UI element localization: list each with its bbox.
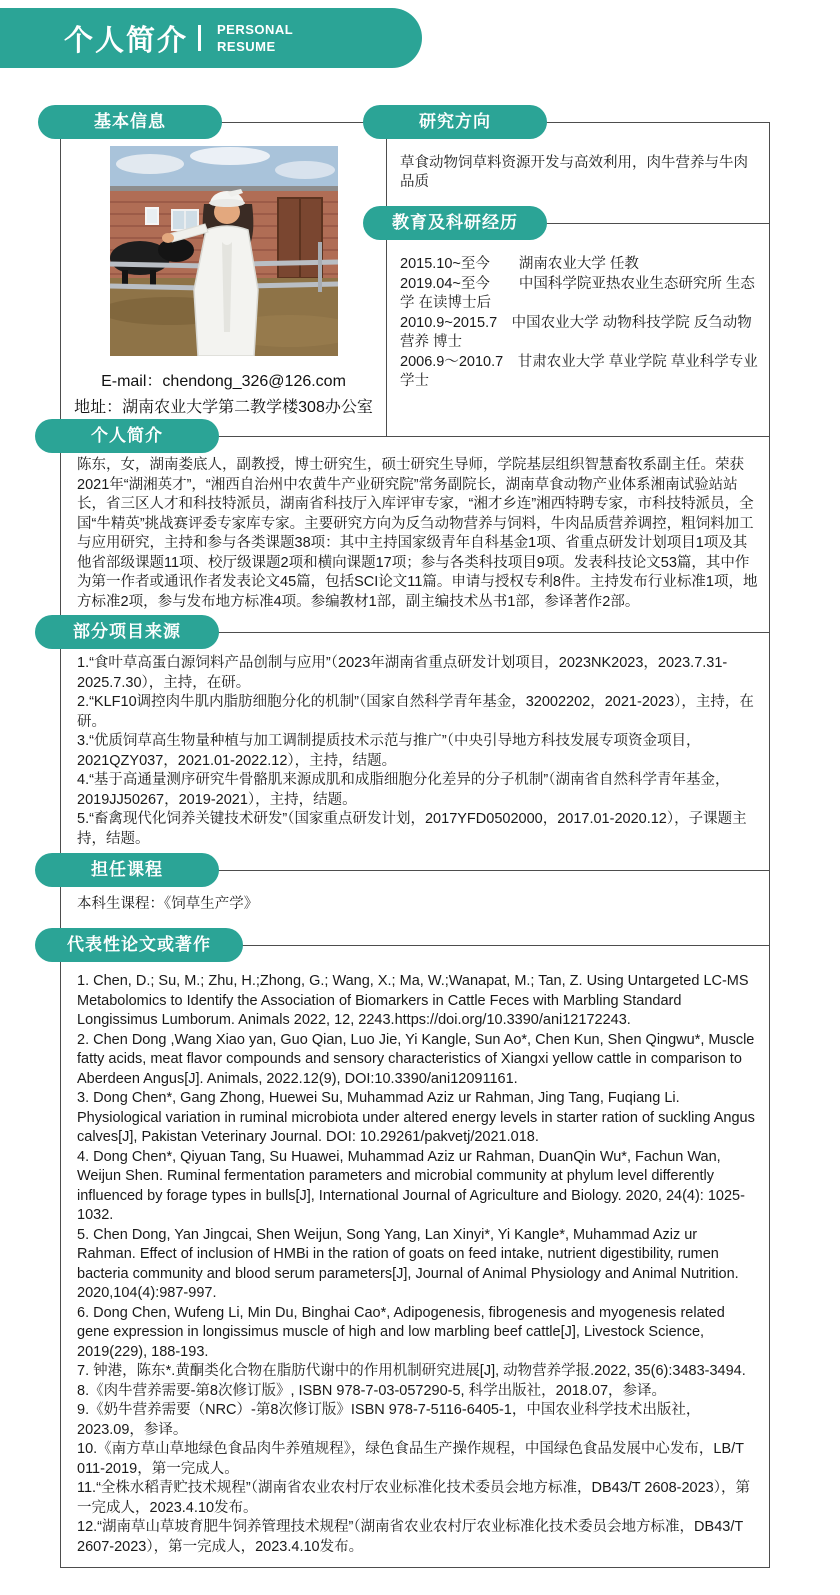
publication-item: 1. Chen, D.; Su, M.; Zhu, H.;Zhong, G.; Wang, X.; Ma, W.;Wanapat, M.; Tan, Z. Using Untargeted LC-MS Metabolomics to Identify the Association of Biomarkers in Cattle Feces with Marbling Standard Longissimus Lumborum. Animals 2022, 12, 2243.https://doi.org/10.3390/ani12172243.	[77, 973, 749, 1028]
publication-item: 8.《肉牛营养需要-第8次修订版》, ISBN 978-7-03-057290-5, 科学出版社，2018.07，参译。	[77, 1382, 667, 1399]
project-item: 2.“KLF10调控肉牛肌内脂肪细胞分化的机制”（国家自然科学青年基金，32002202，2021-2023），主持，在研。	[77, 694, 754, 730]
education-item: 2019.04~至今 中国科学院亚热农业生态研究所 生态学 在读博士后	[400, 275, 755, 311]
section-badge-courses: 担任课程	[35, 853, 219, 887]
page-title: 个人简介	[64, 24, 189, 57]
education-item: 2015.10~至今 湖南农业大学 任教	[400, 256, 639, 272]
publication-item: 4. Dong Chen*, Qiyuan Tang, Su Huawei, Muhammad Aziz ur Rahman, DuanQin Wu*, Fachun Wan, Weijun Shen. Ruminal fermentation parameters and microbial community at phylum level differently influenced by forage types in bulls[J], International Journal of Agriculture and Biology. 2020, 24(4): 1025-1032.	[77, 1148, 745, 1223]
profile-text: 陈东，女，湖南娄底人，副教授，博士研究生，硕士研究生导师，学院基层组织智慧畜牧系副主任。荣获2021年“湖湘英才”，“湘西自治州中农黄牛产业研究院”常务副院长，湖南草食动物产业体系湘南试验站站长，省三区人才和科技特派员，湖南省科技厅入库评审专家，“湘才乡连”湘西特聘专家，市科技特派员，全国“牛精英”挑战赛评委专家库专家。主要研究方向为反刍动物营养与饲料，牛肉品质营养调控，粗饲料加工与应用研究，主持和参与各类课题38项：其中主持国家级青年自科基金1项、省重点研发计划项目1项及其他省部级课题11项、校厅级课题2项和横向课题17项；参与各类科技项目9项。发表科技论文53篇，其中作为第一作者或通讯作者发表论文45篇，包括SCI论文11篇。申请与授权专利8件。主持发布行业标准1项，地方标准2项，参与发布地方标准4项。参编教材1部，副主编技术丛书1部，参译著作2部。	[77, 457, 758, 610]
section-projects	[60, 622, 770, 871]
project-item: 1.“食叶草高蛋白源饲料产品创制与应用”（2023年湖南省重点研发计划项目，2023NK2023，2023.7.31-2025.7.30），主持，在研。	[77, 655, 728, 691]
publication-item: 6. Dong Chen, Wufeng Li, Min Du, Binghai Cao*, Adipogenesis, fibrogenesis and myogenesis related gene expression in longissimus muscle of high and low marbling beef cattle[J], Livestock Science, 2019(229), 188-193.	[77, 1304, 725, 1360]
publication-item: 3. Dong Chen*, Gang Zhong, Huewei Su, Muhammad Aziz ur Rahman, Jing Tang, Fuqiang Li. Physiological variation in ruminal microbiota under altered energy levels in starter ration of suckling Angus calves[J], Pakistan Veterinary Journal. DOI: 10.29261/pakvetj/2021.018.	[77, 1090, 755, 1145]
courses-text: 本科生课程：《饲草生产学》	[77, 896, 259, 912]
section-badge-profile: 个人简介	[35, 419, 219, 453]
basic-info-column	[61, 123, 386, 436]
page-subtitle	[217, 21, 293, 55]
right-column	[386, 112, 769, 436]
section-publications	[60, 935, 770, 1568]
project-item: 5.“畜禽现代化饲养关键技术研发”（国家重点研发计划，2017YFD0502000，2017.01-2020.12），子课题主持，结题。	[77, 811, 747, 847]
publication-item: 11.“全株水稻青贮技术规程”（湖南省农业农村厅农业标准化技术委员会地方标准，DB43/T 2608-2023），第一完成人，2023.4.10发布。	[77, 1480, 751, 1516]
farm-photo-illustration	[110, 146, 338, 356]
project-item: 4.“基于高通量测序研究牛骨骼肌来源成肌和成脂细胞分化差异的分子机制”（湖南省自然科学青年基金，2019JJ50267，2019-2021），主持，结题。	[77, 772, 730, 808]
section-badge-research-direction: 研究方向	[363, 105, 547, 139]
publication-item: 5. Chen Dong, Yan Jingcai, Shen Weijun, Song Yang, Lan Xinyi*, Yi Kangle*, Muhammad Aziz ur Rahman. Effect of inclusion of HMBi in the ration of goats on feed intake, nutrient digestibility, rumen bacteria community and blood serum parameters[J], Journal of Animal Physiology and Animal Nutrition. 2020,104(4):987-997.	[77, 1226, 739, 1301]
email-text: E-mail：chendong_326@126.com	[101, 373, 346, 390]
page-subtitle-line1: PERSONAL	[217, 22, 294, 37]
page-subtitle-line2: RESUME	[217, 39, 276, 54]
section-badge-projects: 部分项目来源	[35, 615, 219, 649]
education-block	[387, 213, 769, 436]
contact-block	[61, 369, 386, 421]
page-header-banner	[0, 8, 422, 68]
education-item: 2006.9～2010.7 甘肃农业大学 草业学院 草业科学专业 学士	[400, 353, 758, 389]
section-badge-basic-info: 基本信息	[38, 105, 222, 139]
title-divider	[198, 25, 201, 51]
publication-item: 2. Chen Dong ,Wang Xiao yan, Guo Qian, Luo Jie, Yi Kangle, Sun Ao*, Chen Kun, Shen Qingwu*, Muscle fatty acids, meat flavor compounds and sensory characteristics of Xiangxi yellow cattle in comparison to Aberdeen Angus[J]. Animals, 2022.12(9), DOI:10.3390/ani12091161.	[77, 1031, 755, 1087]
section-badge-publications: 代表性论文或著作	[35, 928, 243, 962]
address-text: 地址：湖南农业大学第二教学楼308办公室	[74, 399, 373, 416]
profile-photo	[110, 146, 338, 356]
section-profile	[60, 426, 770, 633]
research-direction-text: 草食动物饲草料资源开发与高效利用，肉牛营养与牛肉品质	[400, 154, 748, 190]
resume-content	[60, 112, 770, 1568]
publication-item: 10.《南方草山草地绿色食品肉牛养殖规程》，绿色食品生产操作规程，中国绿色食品发展中心发布，LB/T 011-2019，第一完成人。	[77, 1441, 744, 1477]
section-badge-education: 教育及科研经历	[363, 206, 547, 240]
project-item: 3.“优质饲草高生物量种植与加工调制提质技术示范与推广”（中央引导地方科技发展专项资金项目，2021QZY037，2021.01-2022.12），主持，结题。	[77, 733, 701, 769]
publication-item: 7. 钟港，陈东*.黄酮类化合物在脂肪代谢中的作用机制研究进展[J], 动物营养学报.2022, 35(6):3483-3494.	[77, 1363, 746, 1379]
section-basic-info	[60, 112, 770, 437]
publication-item: 12.“湖南草山草坡育肥牛饲养管理技术规程”（湖南省农业农村厅农业标准化技术委员会地方标准，DB43/T 2607-2023），第一完成人，2023.4.10发布。	[77, 1519, 743, 1555]
publication-item: 9.《奶牛营养需要（NRC）-第8次修订版》ISBN 978-7-5116-6405-1，中国农业科学技术出版社，2023.09，参译。	[77, 1402, 701, 1438]
education-item: 2010.9~2015.7 中国农业大学 动物科技学院 反刍动物营养 博士	[400, 314, 752, 350]
